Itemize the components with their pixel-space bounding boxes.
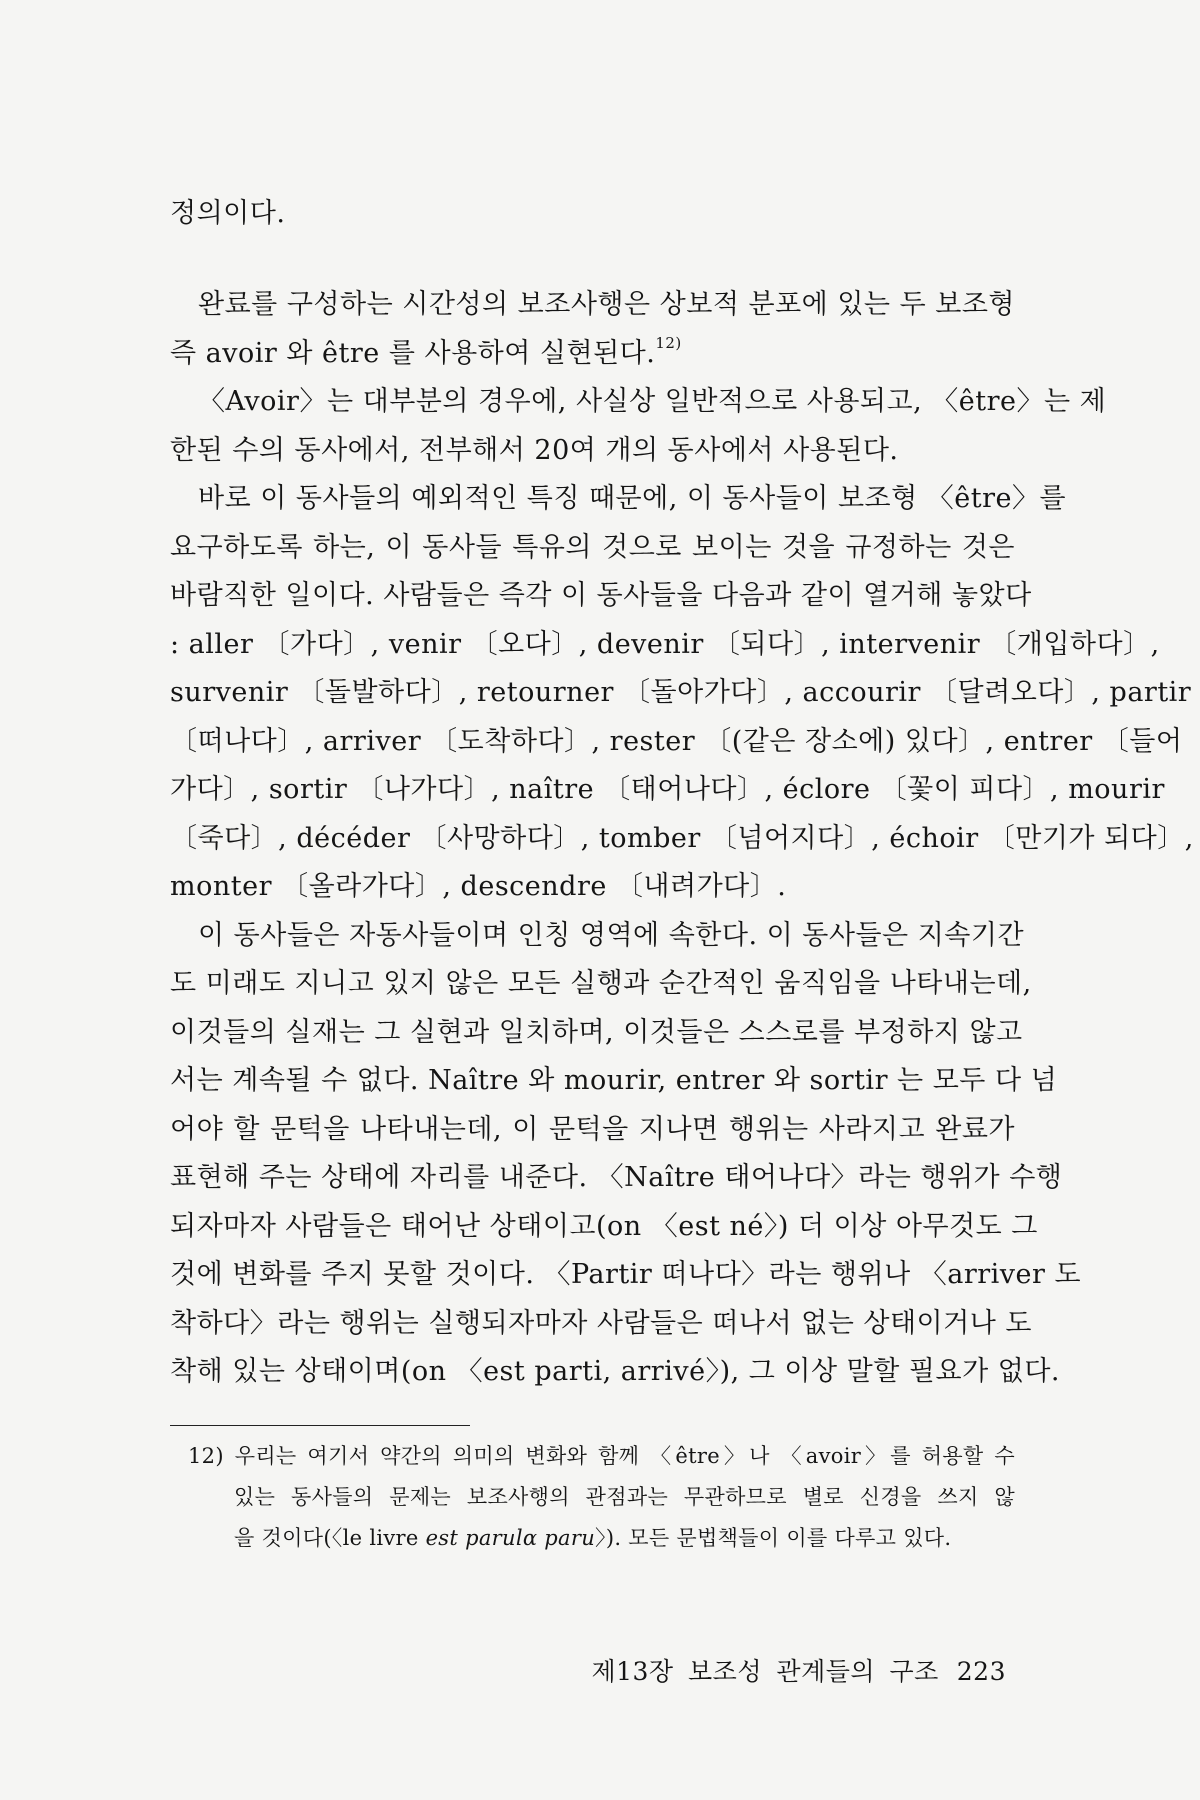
paragraph-3-line-4: : aller 〔가다〕, venir 〔오다〕, devenir 〔되다〕, intervenir 〔개입하다〕, bbox=[170, 628, 1160, 660]
continued-sentence: 정의이다. bbox=[170, 198, 286, 229]
paragraph-1-line-2-text: 즉 avoir 와 être 를 사용하여 실현된다. bbox=[170, 337, 656, 369]
footnote-divider bbox=[170, 1425, 470, 1426]
footnote-line-3-end: 〉). 모든 문법책들이 이를 다루고 있다. bbox=[595, 1526, 952, 1550]
paragraph-3-line-9: monter 〔올라가다〕, descendre 〔내려가다〕. bbox=[170, 871, 787, 902]
paragraph-2-line-2: 한된 수의 동사에서, 전부해서 20여 개의 동사에서 사용된다. bbox=[170, 434, 899, 466]
footnote-reference: 12) bbox=[655, 333, 682, 352]
page-number: 223 bbox=[956, 1657, 1006, 1686]
footnote-line-2: 있는 동사들의 문제는 보조사행의 관점과는 무관하므로 별로 신경을 쓰지 않 bbox=[234, 1485, 1015, 1509]
paragraph-4-line-9: 착하다〉라는 행위는 실행되자마자 사람들은 떠나서 없는 상태이거나 도 bbox=[170, 1307, 1032, 1339]
paragraph-3-line-6: 〔떠나다〕, arriver 〔도착하다〕, rester 〔(같은 장소에) 있다〕, entrer 〔들어 bbox=[170, 725, 1183, 757]
paragraph-2-line-1: 〈Avoir〉는 대부분의 경우에, 사실상 일반적으로 사용되고, 〈être〉는 제 bbox=[198, 386, 1107, 417]
paragraph-3-line-5: survenir 〔돌발하다〕, retourner 〔돌아가다〕, accourir 〔달려오다〕, partir bbox=[170, 677, 1192, 708]
paragraph-3-line-2: 요구하도록 하는, 이 동사들 특유의 것으로 보이는 것을 규정하는 것은 bbox=[170, 531, 1015, 563]
paragraph-4-line-2: 도 미래도 지니고 있지 않은 모든 실행과 순간적인 움직임을 나타내는데, bbox=[170, 968, 1032, 999]
running-footer bbox=[591, 1652, 1006, 1688]
paragraph-4-line-5: 어야 할 문턱을 나타내는데, 이 문턱을 지나면 행위는 사라지고 완료가 bbox=[170, 1113, 1015, 1145]
chapter-title: 제13장 보조성 관계들의 구조 bbox=[591, 1657, 939, 1686]
paragraph-4-line-6: 표현해 주는 상태에 자리를 내준다. 〈Naître 태어나다〉라는 행위가 수행 bbox=[170, 1162, 1063, 1193]
footnote-line-1-text: 우리는 여기서 약간의 의미의 변화와 함께 〈être〉나 〈avoir〉를 허용할 수 bbox=[234, 1444, 1015, 1468]
paragraph-4-line-1: 이 동사들은 자동사들이며 인칭 영역에 속한다. 이 동사들은 지속기간 bbox=[198, 919, 1025, 951]
paragraph-3-line-3: 바람직한 일이다. 사람들은 즉각 이 동사들을 다음과 같이 열거해 놓았다 bbox=[170, 580, 1032, 611]
footnote-line-3 bbox=[188, 1518, 1015, 1559]
footnote bbox=[188, 1436, 1015, 1559]
paragraph-4-line-10: 착해 있는 상태이며(on 〈est parti, arrivé〉), 그 이상 말할 필요가 없다. bbox=[170, 1356, 1060, 1387]
paragraph-3-line-7: 가다〕, sortir 〔나가다〕, naître 〔태어나다〕, éclore 〔꽃이 피다〕, mourir bbox=[170, 774, 1165, 805]
paragraph-1-line-1: 완료를 구성하는 시간성의 보조사행은 상보적 분포에 있는 두 보조형 bbox=[198, 289, 1015, 320]
paragraph-4-line-8: 것에 변화를 주지 못할 것이다. 〈Partir 떠나다〉라는 행위나 〈arriver 도 bbox=[170, 1259, 1082, 1290]
paragraph-4-line-3: 이것들의 실재는 그 실현과 일치하며, 이것들은 스스로를 부정하지 않고 bbox=[170, 1016, 1023, 1048]
paragraph-3-line-8: 〔죽다〕, décéder 〔사망하다〕, tomber 〔넘어지다〕, échoir 〔만기가 되다〕, bbox=[170, 822, 1194, 854]
main-text bbox=[170, 281, 1194, 1397]
footnote-line-1 bbox=[188, 1436, 1015, 1477]
paragraph-3-line-1: 바로 이 동사들의 예외적인 특징 때문에, 이 동사들이 보조형 〈être〉를 bbox=[198, 483, 1067, 514]
paragraph-1-line-2 bbox=[170, 330, 1015, 379]
paragraph-4-line-7: 되자마자 사람들은 태어난 상태이고(on 〈est né〉) 더 이상 아무것도 그 bbox=[170, 1210, 1038, 1242]
paragraph-4-line-4: 서는 계속될 수 없다. Naître 와 mourir, entrer 와 sortir 는 모두 다 넘 bbox=[170, 1065, 1058, 1096]
footnote-line-3-start: 을 것이다(〈le livre bbox=[234, 1526, 426, 1550]
footnote-marker: 12) bbox=[188, 1444, 224, 1468]
footnote-italic-example: est parulα paru bbox=[425, 1526, 596, 1550]
